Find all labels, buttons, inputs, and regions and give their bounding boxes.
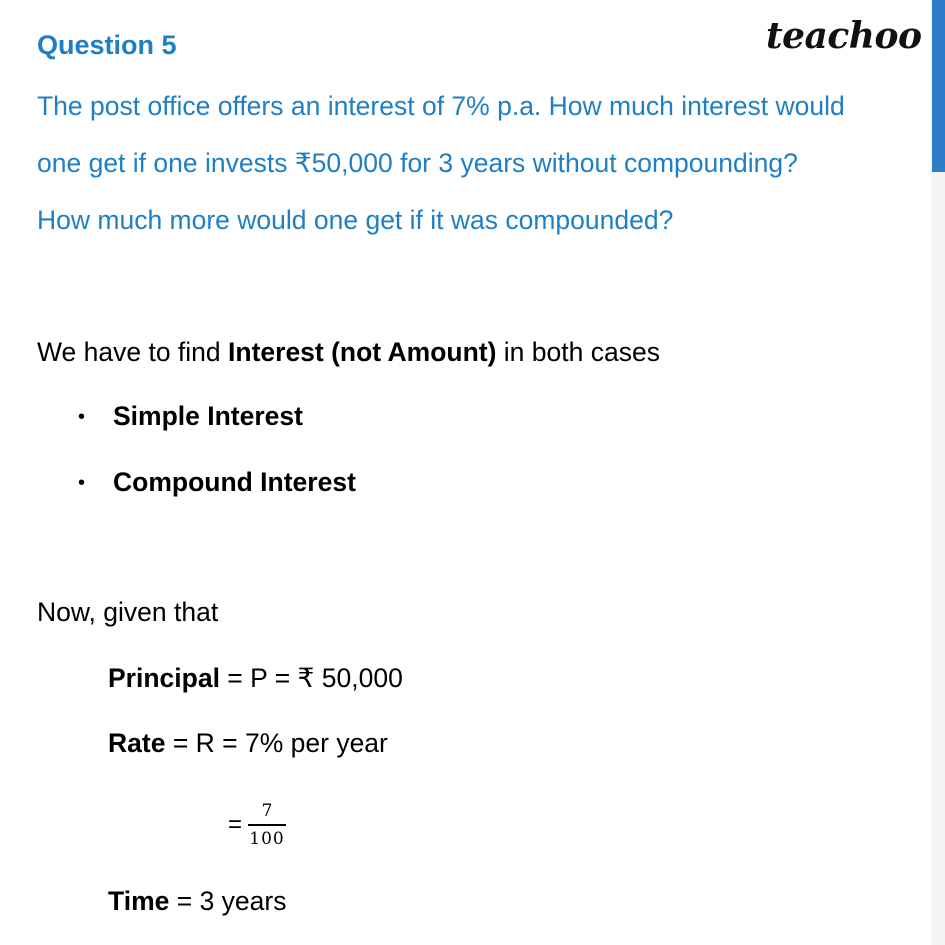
principal-value: = P = ₹ 50,000 [219,663,403,693]
rate-line [108,728,388,759]
question-title: Question 5 [37,30,177,60]
teachoo-logo: teachoo [766,15,922,57]
time-label: Time [108,886,170,916]
bullet-item-label: Simple Interest [113,401,303,431]
fraction [248,803,286,848]
bullet-item-label: Compound Interest [113,467,356,497]
rate-fraction [228,803,286,848]
bullet-item-compound-interest [113,467,356,498]
intro-suffix: in both cases [496,337,660,367]
rate-label: Rate [108,728,166,758]
intro-prefix: We have to find [37,337,229,367]
bullet-dot-2: • [78,472,86,494]
time-value: = 3 years [169,886,287,916]
intro-sentence [37,337,660,368]
rate-value: = R = 7% per year [165,728,388,758]
given-heading: Now, given that [37,597,219,627]
principal-line [108,663,403,694]
principal-label: Principal [108,663,220,693]
question-line-3: How much more would one get if it was compounded? [37,205,674,235]
question-line-1: The post office offers an interest of 7% p.a. How much interest would [37,91,845,121]
intro-bold: Interest (not Amount) [228,337,497,367]
question-line-2: one get if one invests ₹50,000 for 3 years without compounding? [37,148,798,178]
equals-sign: = [228,811,243,839]
fraction-numerator: 7 [261,801,273,821]
bullet-item-simple-interest [113,401,303,432]
time-line [108,886,286,917]
fraction-denominator: 100 [249,828,285,849]
scrollbar-thumb[interactable] [932,0,945,172]
bullet-dot-1: • [78,406,86,428]
